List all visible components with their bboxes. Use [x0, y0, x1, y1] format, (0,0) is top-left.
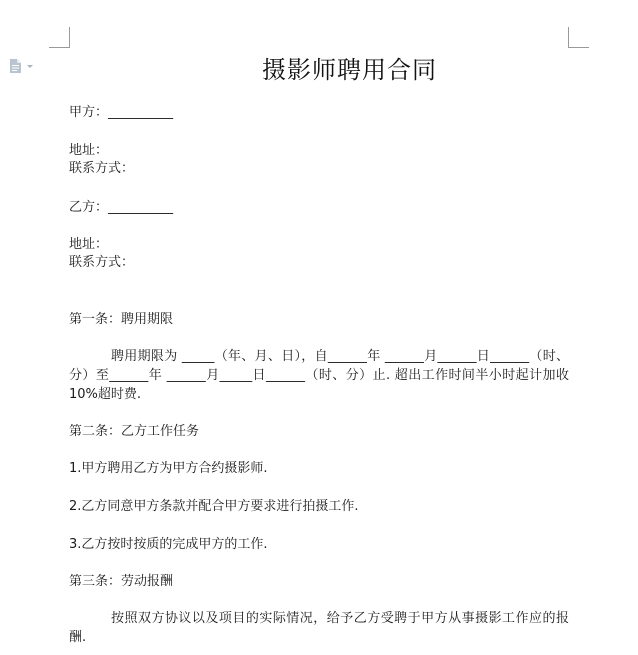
article-1-heading: 第一条：聘用期限: [69, 312, 174, 327]
page-corner-top-right: [568, 27, 589, 48]
article-2-item-1: 1.甲方聘用乙方为甲方合约摄影师.: [69, 461, 268, 476]
page-corner-top-left: [49, 27, 70, 48]
article-3-heading: 第三条：劳动报酬: [69, 574, 174, 589]
party-b-label: 乙方：__________: [69, 200, 174, 215]
party-b-contact: 联系方式：: [69, 255, 135, 270]
article-2-item-3: 3.乙方按时按质的完成甲方的工作.: [69, 537, 268, 552]
party-a-label: 甲方：__________: [69, 105, 174, 120]
article-2-item-2: 2.乙方同意甲方条款并配合甲方要求进行拍摄工作.: [69, 499, 359, 514]
article-3-body: 按照双方协议以及项目的实际情况，给予乙方受聘于甲方从事摄影工作应的报酬.: [69, 611, 569, 645]
article-2-heading: 第二条：乙方工作任务: [69, 424, 200, 439]
article-1-body: 聘用期限为 _____（年、月、日），自______年 ______月______日______（时、分）至______年 ______月_____日______（时、分）止. 超出工作时间半小时起计加收 10%超时费.: [69, 349, 569, 402]
party-b-address: 地址：: [69, 237, 109, 252]
document-icon[interactable]: [8, 58, 38, 72]
party-a-contact: 联系方式：: [69, 161, 135, 176]
party-a-address: 地址：: [69, 143, 109, 158]
contract-title: 摄影师聘用合同: [262, 56, 437, 84]
